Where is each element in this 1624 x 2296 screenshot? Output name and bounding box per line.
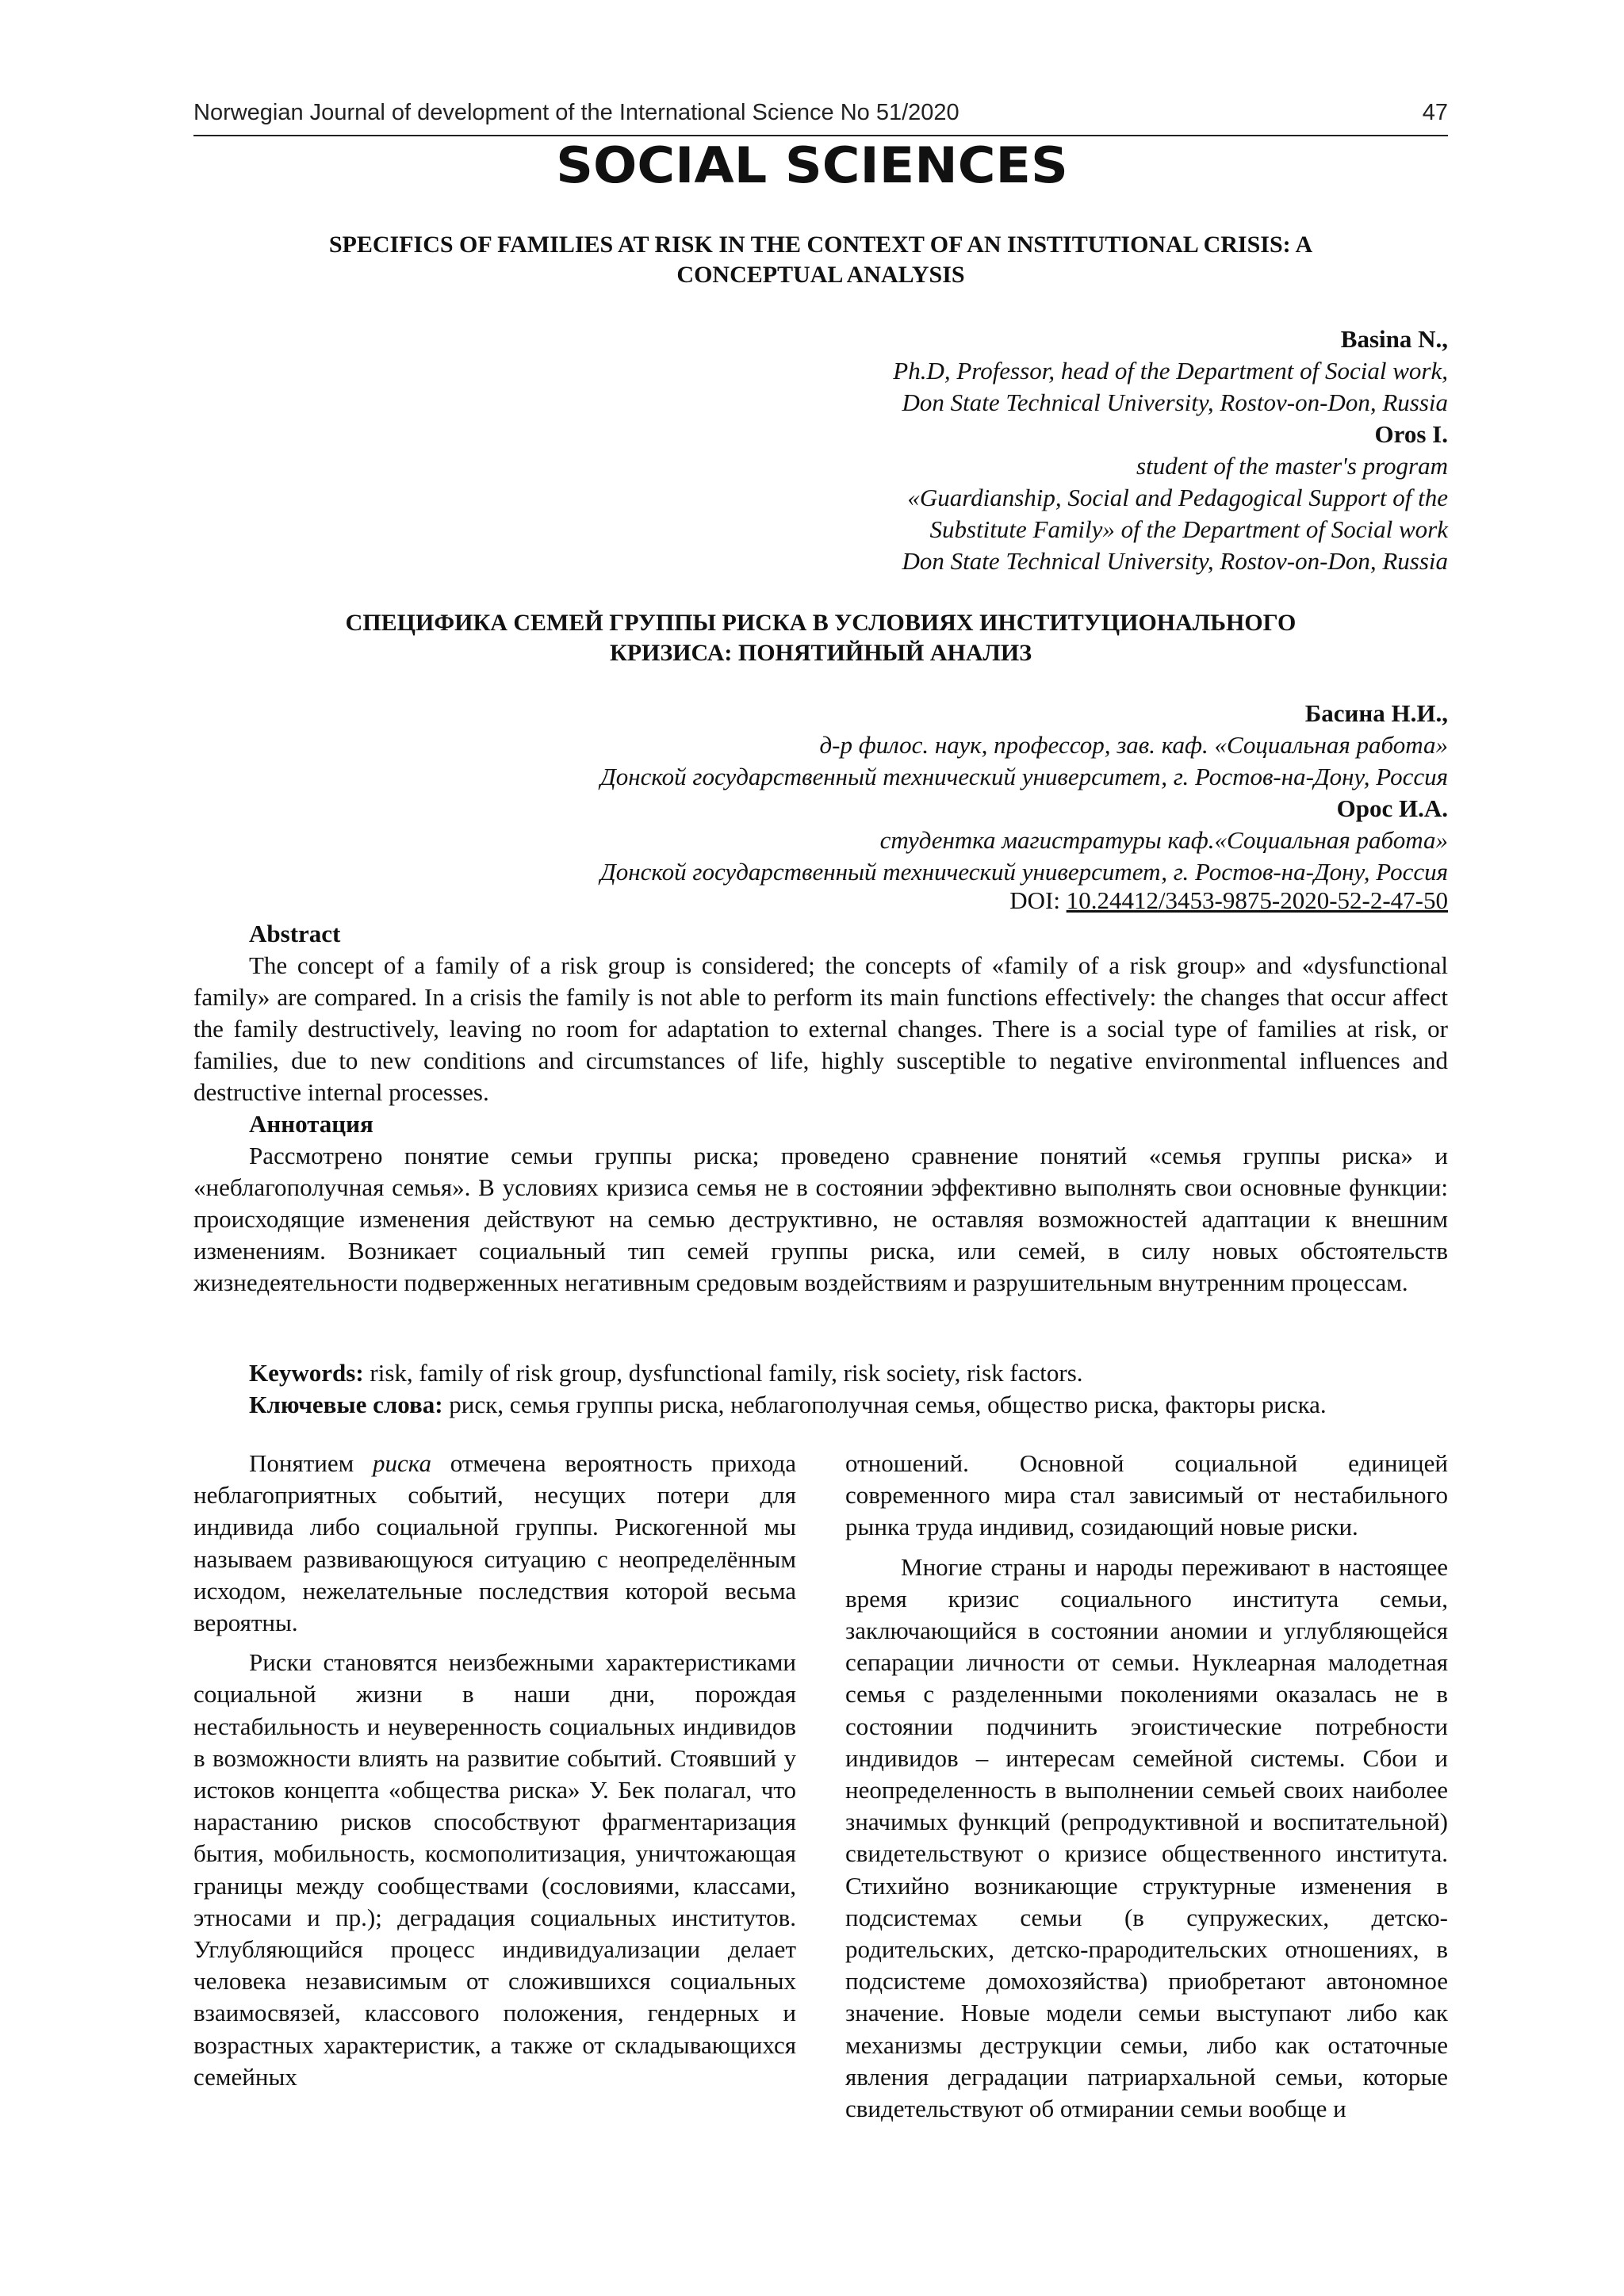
body-paragraph: отношений. Основной социальной единицей современного мира стал зависимый от нестабильного рынка труда индивид, созидающий новые риски.: [845, 1449, 1448, 1541]
body-emphasis: риска: [372, 1449, 431, 1477]
body-text: Понятием: [249, 1449, 373, 1477]
body-column-right: [845, 1448, 1448, 2133]
author-affiliation: Don State Technical University, Rostov-on-Don, Russia: [902, 388, 1448, 416]
body-paragraph: Риски становятся неизбежными характеристиками социальной жизни в наши дни, порождая нестабильность и неуверенность социальных индивидов в возможности влиять на развитие событий. Стоявший у истоков концепта «общества риска» У. Бек полагал, что нарастанию рисков способствуют фрагментаризация бытия, мобильность, космополитизация, уничтожающая границы между сообществами (сословиями, классами, этносами и пр.); деградация социальных институтов. Углубляющийся процесс индивидуализации делает человека независимым от сложившихся социальных взаимосвязей, классового положения, гендерных и возрастных характеристик, а также от складывающихся семейных: [193, 1648, 796, 2091]
keywords-text: risk, family of risk group, dysfunctional family, risk society, risk factors.: [363, 1359, 1083, 1387]
author-affiliation: Ph.D, Professor, head of the Department of Social work,: [893, 357, 1448, 385]
author-affiliation: Донской государственный технический университет, г. Ростов-на-Дону, Россия: [599, 763, 1448, 790]
section-title: SOCIAL SCIENCES: [556, 136, 1068, 194]
author-name: Басина Н.И.,: [1304, 699, 1448, 727]
keywords-block: [193, 1357, 1448, 1421]
doi-link[interactable]: 10.24412/3453-9875-2020-52-2-47-50: [1066, 886, 1448, 914]
body-paragraph: [193, 1448, 796, 1639]
author-affiliation: Донской государственный технический университет, г. Ростов-на-Дону, Россия: [599, 858, 1448, 886]
title-line: CONCEPTUAL ANALYSIS: [676, 262, 965, 288]
author-affiliation: студентка магистратуры каф.«Социальная работа»: [879, 826, 1448, 854]
page-number: 47: [1422, 100, 1448, 125]
running-header: [193, 97, 1448, 136]
authors-ru: [338, 698, 1448, 888]
article-title-ru: [193, 608, 1448, 668]
keywords-ru: [249, 1389, 1448, 1421]
keywords-label: Ключевые слова:: [249, 1391, 443, 1418]
title-line: СПЕЦИФИКА СЕМЕЙ ГРУППЫ РИСКА В УСЛОВИЯХ ИНСТИТУЦИОНАЛЬНОГО: [345, 610, 1297, 636]
author-affiliation: Substitute Family» of the Department of Social work: [929, 515, 1448, 543]
abstract-ru: [193, 1108, 1448, 1299]
abstract-text: Рассмотрено понятие семьи группы риска; проведено сравнение понятий «семья группы риска» и «неблагополучная семья». В условиях кризиса семья не в состоянии эффективно выполнять свои основные функции: происходящие изменения действуют на семью деструктивно, не оставляя возможностей адаптации к внешним изменениям. Возникает социальный тип семей группы риска, или семей, в силу новых обстоятельств жизнедеятельности подверженных негативным средовым воздействиям и разрушительным внутренним процессам.: [193, 1142, 1448, 1296]
abstract-en: [193, 918, 1448, 1108]
author-affiliation: «Guardianship, Social and Pedagogical Support of the: [907, 484, 1448, 511]
author-name: Oros I.: [1374, 420, 1448, 448]
doi-line: [1009, 886, 1448, 915]
abstract-heading: Abstract: [249, 920, 341, 947]
title-line: КРИЗИСА: ПОНЯТИЙНЫЙ АНАЛИЗ: [609, 640, 1032, 666]
journal-name: Norwegian Journal of development of the International Science No 51/2020: [193, 100, 959, 125]
article-title-en: [193, 230, 1448, 290]
keywords-label: Keywords:: [249, 1359, 364, 1387]
keywords-text: риск, семья группы риска, неблагополучная семья, общество риска, факторы риска.: [442, 1391, 1327, 1418]
author-affiliation: Don State Technical University, Rostov-on-Don, Russia: [902, 547, 1448, 575]
abstract-heading: Аннотация: [249, 1110, 373, 1138]
body-paragraph: Многие страны и народы переживают в настоящее время кризис социального института семьи, заключающийся в состоянии аномии и углубляющейся сепарации личности от семьи. Нуклеарная малодетная семья с разделенными поколениями оказалась не в состоянии подчинить эгоистические потребности индивидов – интересам семейной системы. Сбои и неопределенность в выполнении семьей своих наиболее значимых функций (репродуктивной и воспитательной) свидетельствуют о кризисе общественного института. Стихийно возникающие структурные изменения в подсистемах семьи (в супружеских, детско-родительских, детско-прародительских отношениях, в подсистеме домохозяйства) приобретают автономное значение. Новые модели семьи выступают либо как механизмы деструкции семьи, либо как остаточные явления деградации патриархальной семьи, которые свидетельствуют об отмирании семьи вообще и: [845, 1552, 1448, 2123]
title-line: SPECIFICS OF FAMILIES AT RISK IN THE CONTEXT OF AN INSTITUTIONAL CRISIS: A: [328, 232, 1313, 258]
keywords-en: [249, 1357, 1448, 1389]
author-name: Basina N.,: [1340, 325, 1448, 353]
abstract-text: The concept of a family of a risk group is considered; the concepts of «family of a risk group» and «dysfunctional family» are compared. In a crisis the family is not able to perform its main functions effectively: the changes that occur affect the family destructively, leaving no room for adaptation to external changes. There is a social type of families at risk, or families, due to new conditions and circumstances of life, highly susceptible to negative environmental influences and destructive internal processes.: [193, 951, 1448, 1106]
author-affiliation: д-р филос. наук, профессор, зав. каф. «Социальная работа»: [819, 731, 1448, 759]
doi-label: DOI:: [1009, 886, 1067, 914]
author-name: Орос И.А.: [1336, 794, 1448, 822]
author-affiliation: student of the master's program: [1136, 452, 1448, 480]
body-column-left: [193, 1448, 796, 2101]
body-text: отмечена вероятность прихода неблагоприятных событий, несущих потери для индивида либо социальной группы. Рискогенной мы называем развивающуюся ситуацию с неопределённым исходом, нежелательные последствия которой весьма вероятны.: [193, 1449, 796, 1637]
authors-en: [338, 323, 1448, 577]
